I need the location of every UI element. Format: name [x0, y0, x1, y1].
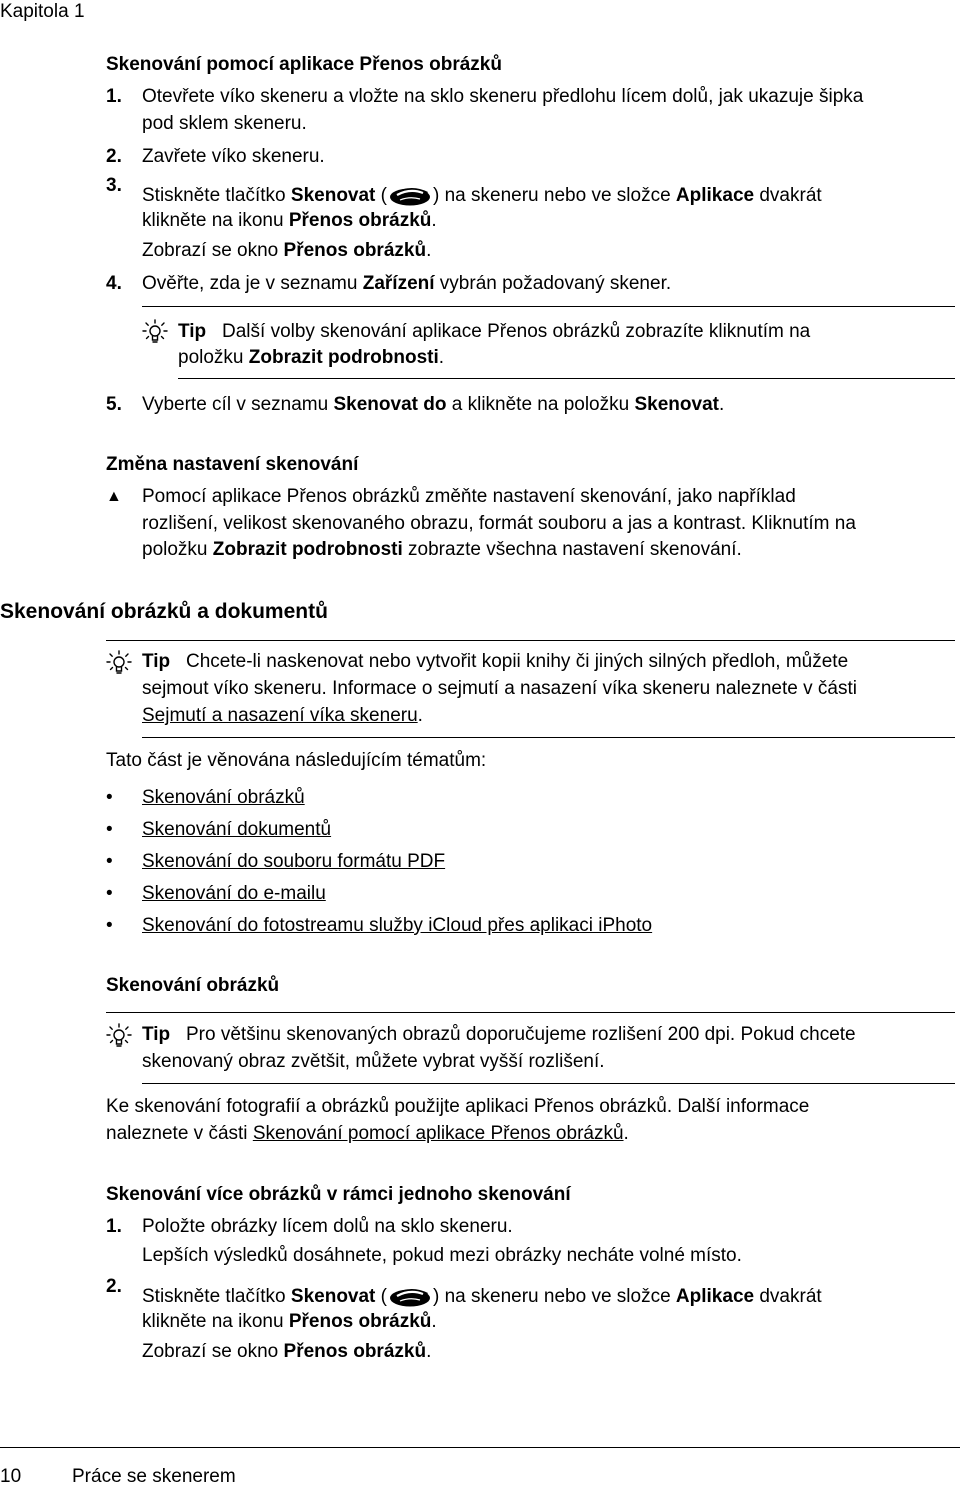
tip-rule-bottom [142, 737, 955, 738]
footer-rule [0, 1447, 960, 1448]
topic-link[interactable]: Skenování dokumentů [142, 819, 332, 840]
bullet-icon: • [106, 787, 113, 808]
scan-button-icon [388, 181, 432, 207]
paragraph-text: naleznete v části Skenování pomocí aplikace Přenos obrázků. [106, 1123, 629, 1144]
tip-text: skenovaný obraz zvětšit, můžete vybrat vyšší rozlišení. [142, 1051, 605, 1072]
step-number: 3. [106, 175, 122, 196]
footer-title: Práce se skenerem [72, 1466, 236, 1487]
topic-link[interactable]: Skenování do souboru formátu PDF [142, 851, 446, 872]
tip-rule-top [106, 1012, 955, 1013]
lightbulb-icon [106, 649, 132, 677]
tip-rule-top [106, 640, 955, 641]
step-result: Zobrazí se okno Přenos obrázků. [142, 240, 432, 261]
step-text: klikněte na ikonu Přenos obrázků. [142, 210, 437, 231]
step-number: 2. [106, 1276, 122, 1297]
tip-rule-bottom [142, 1083, 955, 1084]
paragraph-text: Ke skenování fotografií a obrázků použijte aplikaci Přenos obrázků. Další informace [106, 1096, 810, 1117]
lid-removal-link[interactable]: Sejmutí a nasazení víka skeneru [142, 705, 418, 726]
step-text: Zavřete víko skeneru. [142, 146, 325, 167]
intro-text: Tato část je věnována následujícím tématům: [106, 750, 487, 771]
tip-text: sejmout víko skeneru. Informace o sejmutí a nasazení víka skeneru naleznete v části [142, 678, 857, 699]
step-text: Ověřte, zda je v seznamu Zařízení vybrán požadovaný skener. [142, 273, 672, 294]
section-title: Skenování obrázků [106, 975, 280, 996]
tip-text: Tip Chcete-li naskenovat nebo vytvořit kopii knihy či jiných silných předloh, můžete [142, 651, 849, 672]
step-text: Stiskněte tlačítko Skenovat ( ) na skeneru nebo ve složce Aplikace dvakrát [142, 1282, 822, 1310]
section-heading: Skenování obrázků a dokumentů [0, 600, 328, 623]
step-text: Vyberte cíl v seznamu Skenovat do a klikněte na položku Skenovat. [142, 394, 725, 415]
topic-link[interactable]: Skenování obrázků [142, 787, 305, 808]
paragraph-text: rozlišení, velikost skenovaného obrazu, formát souboru a jas a kontrast. Kliknutím na [142, 513, 856, 534]
page-number: 10 [0, 1466, 22, 1487]
step-number: 1. [106, 86, 122, 107]
paragraph-text: Pomocí aplikace Přenos obrázků změňte nastavení skenování, jako například [142, 486, 796, 507]
step-text: Stiskněte tlačítko Skenovat ( ) na skeneru nebo ve složce Aplikace dvakrát [142, 181, 822, 209]
tip-text: Sejmutí a nasazení víka skeneru. [142, 705, 423, 726]
step-text: Otevřete víko skeneru a vložte na sklo skeneru předlohu lícem dolů, jak ukazuje šipka [142, 86, 864, 107]
lightbulb-icon [142, 318, 168, 346]
step-number: 5. [106, 394, 122, 415]
step-number: 2. [106, 146, 122, 167]
step-result: Zobrazí se okno Přenos obrázků. [142, 1341, 432, 1362]
section-title: Změna nastavení skenování [106, 454, 359, 475]
step-text: klikněte na ikonu Přenos obrázků. [142, 1311, 437, 1332]
bullet-icon: • [106, 915, 113, 936]
paragraph-text: položku Zobrazit podrobnosti zobrazte všechna nastavení skenování. [142, 539, 742, 560]
chapter-header: Kapitola 1 [0, 1, 85, 22]
tip-rule-top [142, 306, 955, 307]
lightbulb-icon [106, 1022, 132, 1050]
bullet-icon: • [106, 851, 113, 872]
section-title: Skenování pomocí aplikace Přenos obrázků [106, 54, 502, 75]
bullet-icon: • [106, 883, 113, 904]
tip-text: Tip Pro většinu skenovaných obrazů doporučujeme rozlišení 200 dpi. Pokud chcete [142, 1024, 856, 1045]
topic-link[interactable]: Skenování do fotostreamu služby iCloud přes aplikaci iPhoto [142, 915, 653, 936]
tip-text: položku Zobrazit podrobnosti. [178, 347, 445, 368]
bullet-icon: • [106, 819, 113, 840]
step-number: 4. [106, 273, 122, 294]
tip-rule-bottom [178, 378, 955, 379]
step-text: Položte obrázky lícem dolů na sklo skeneru. [142, 1216, 513, 1237]
section-title: Skenování více obrázků v rámci jednoho skenování [106, 1184, 571, 1205]
tip-text: Tip Další volby skenování aplikace Přenos obrázků zobrazíte kliknutím na [178, 321, 811, 342]
triangle-bullet-icon: ▲ [106, 488, 122, 505]
image-capture-link[interactable]: Skenování pomocí aplikace Přenos obrázků [252, 1123, 624, 1144]
step-number: 1. [106, 1216, 122, 1237]
topic-link[interactable]: Skenování do e-mailu [142, 883, 326, 904]
step-text: pod sklem skeneru. [142, 113, 307, 134]
step-result: Lepších výsledků dosáhnete, pokud mezi obrázky necháte volné místo. [142, 1245, 742, 1266]
scan-button-icon [388, 1282, 432, 1308]
